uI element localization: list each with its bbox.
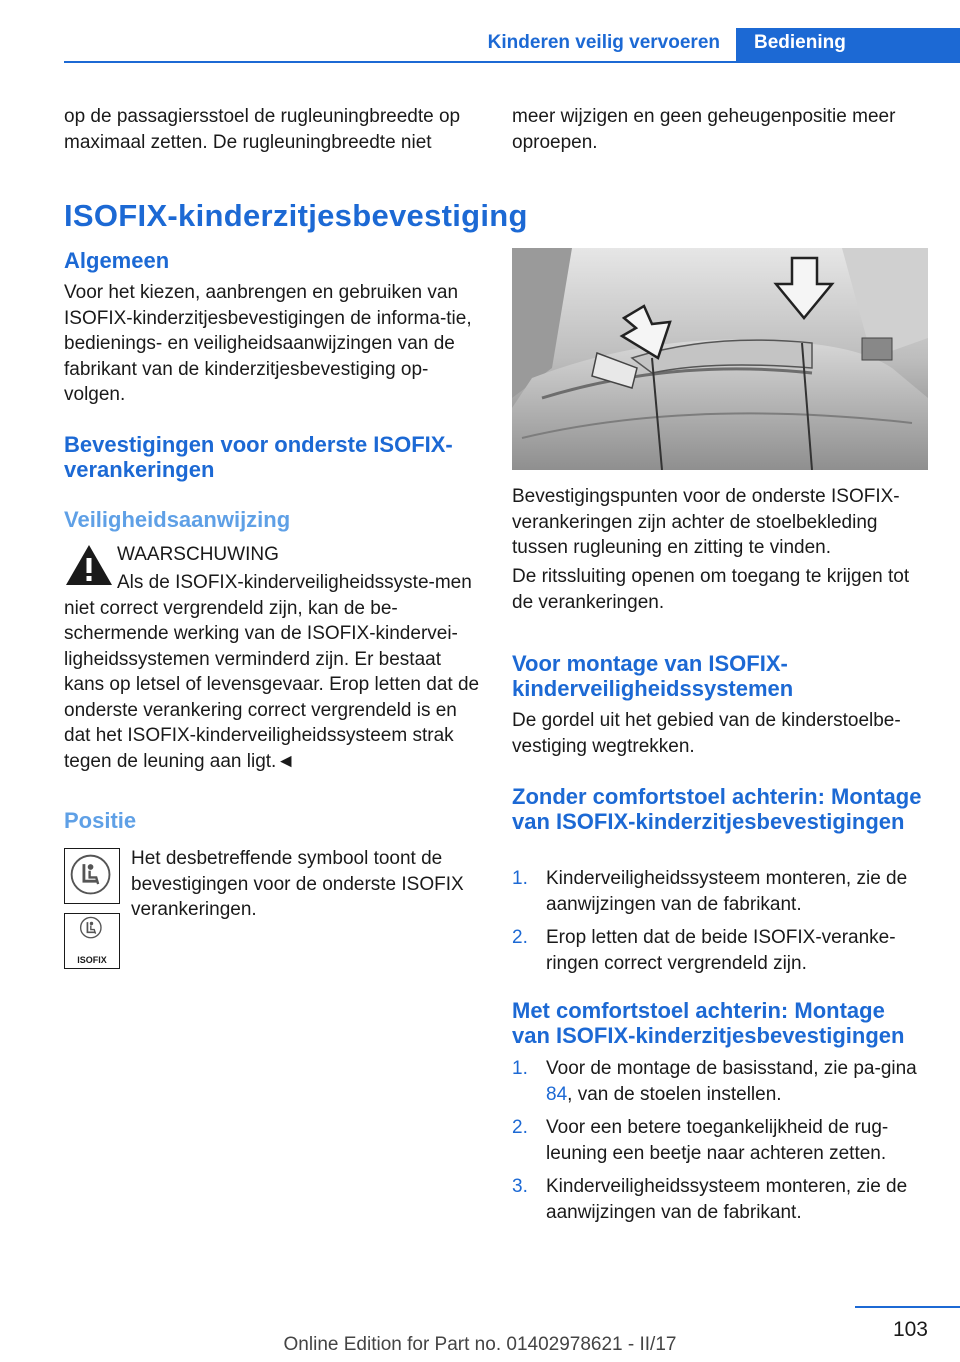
general-text: Voor het kiezen, aanbrengen en gebruiken van ISOFIX-kinderzitjesbevestigingen de informa-tie, bedienings- en veiligheidsaanwijzingen van de fabrikant van de kinderzitjesbevestiging op-volgen. [64, 282, 472, 405]
photo-caption: Bevestigingspunten voor de onderste ISOFIX-verankeringen zijn achter de stoelbekleding tussen rugleuning en zitting te vinden. [512, 486, 900, 558]
page-number: 103 [892, 1318, 928, 1341]
header-rule [64, 61, 960, 63]
warning-label: WAARSCHUWING [117, 544, 279, 565]
safety-heading: Veiligheidsaanwijzing [64, 507, 291, 532]
mount-heading: Voor montage van ISOFIX-kinderveiligheidssystemen [512, 651, 794, 701]
lower-anchorages-heading: Bevestigingen voor onderste ISOFIX-verankeringen [64, 432, 453, 482]
isofix-label-symbol [64, 913, 120, 969]
list-item: 1. Voor de montage de basisstand, zie pa-gina 84, van de stoelen instellen. [512, 1058, 917, 1105]
top-right-text: meer wijzigen en geen geheugenpositie meer oproepen. [512, 106, 896, 153]
without-comfort-heading: Zonder comfortstoel achterin: Montage van ISOFIX-kinderzitjesbevestigingen [512, 784, 922, 834]
header-section-tab: Kinderen veilig vervoeren [487, 32, 720, 53]
general-heading: Algemeen [64, 248, 170, 273]
with-steps-list [512, 1056, 928, 1225]
list-item: 3. Kinderveiligheidssysteem monteren, zie de aanwijzingen van de fabrikant. [512, 1176, 908, 1223]
page-title: ISOFIX-kinderzitjesbevestiging [64, 198, 528, 233]
child-seat-icon [65, 849, 118, 902]
list-item: 2. Erop letten dat de beide ISOFIX-veranke-ringen correct vergrendeld zijn. [512, 927, 896, 974]
edition-footer: Online Edition for Part no. 01402978621 - II/17 [283, 1334, 677, 1355]
list-item: 2. Voor een betere toegankelijkheid de rug-leuning een beetje naar achteren zetten. [512, 1117, 889, 1164]
without-steps-list [512, 866, 928, 976]
with-comfort-heading: Met comfortstoel achterin: Montage van ISOFIX-kinderzitjesbevestigingen [512, 998, 905, 1048]
header-chapter-tab: Bediening [736, 28, 960, 61]
top-left-text: op de passagiersstoel de rugleuningbreedte op maximaal zetten. De rugleuningbreedte niet [64, 106, 461, 153]
list-item: 1. Kinderveiligheidssysteem monteren, zie de aanwijzingen van de fabrikant. [512, 868, 908, 915]
zipper-text: De ritssluiting openen om toegang te krijgen tot de verankeringen. [512, 566, 910, 613]
isofix-symbol-label: ISOFIX [77, 955, 107, 965]
position-heading: Positie [64, 808, 137, 833]
footer-rule [855, 1306, 960, 1308]
page-84-link[interactable]: 84 [546, 1083, 568, 1105]
warning-text: Als de ISOFIX-kinderveiligheidssyste-men niet correct vergrendeld zijn, kan de be-schermende werking van de ISOFIX-kindervei-ligheidssystemen verminderd zijn. Er bestaat kans op letsel of levensgevaar. Erop letten dat de onderste verankering correct vergrendeld is en dat het ISOFIX-kinderveiligheidssysteem strak tegen de leuning aan ligt.◄ [64, 572, 480, 772]
position-text: Het desbetreffende symbool toont de bevestigingen voor de onderste ISOFIX verankeringen. [131, 848, 464, 920]
isofix-anchorage-photo [512, 248, 928, 470]
isofix-seat-symbol [64, 848, 120, 904]
child-seat-icon [65, 914, 118, 952]
mount-text: De gordel uit het gebied van de kinderstoelbe-vestiging wegtrekken. [512, 710, 901, 757]
